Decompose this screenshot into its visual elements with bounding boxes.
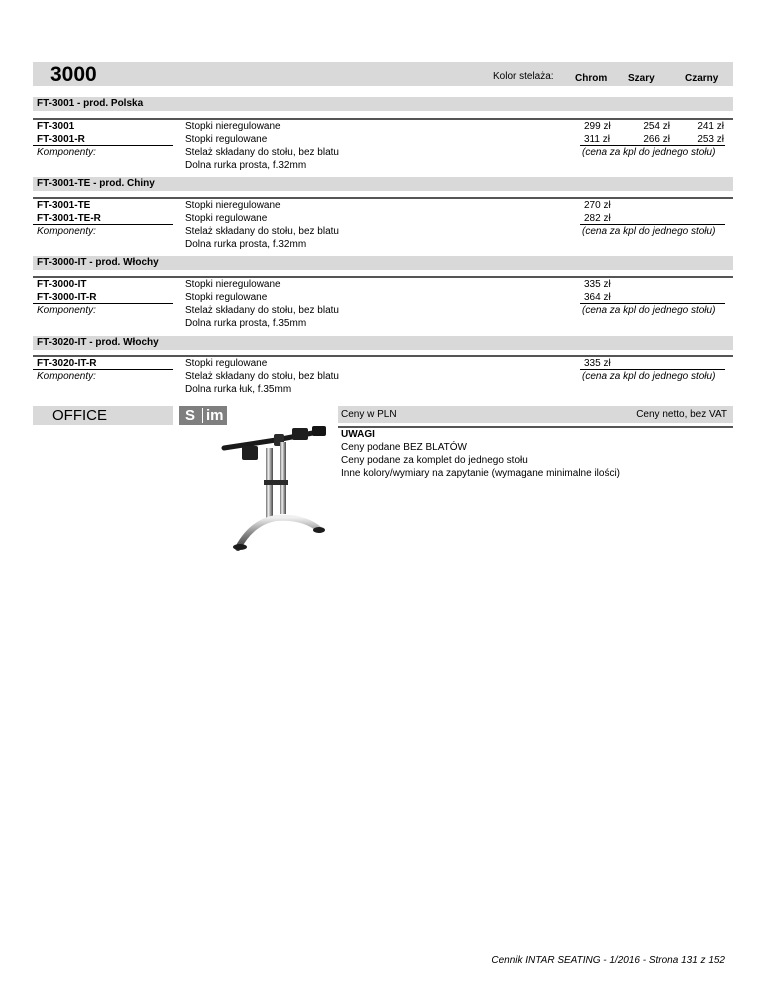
sim-logo-im: im	[206, 407, 224, 424]
product-description: Stopki regulowane	[185, 134, 268, 145]
price-chrom: 335 zł	[584, 279, 611, 290]
price-chrom: 282 zł	[584, 213, 611, 224]
price-note: (cena za kpl do jednego stołu)	[582, 305, 716, 316]
price-note: (cena za kpl do jednego stołu)	[582, 147, 716, 158]
section-title: FT-3001 - prod. Polska	[37, 98, 144, 109]
notes-rule	[338, 426, 733, 428]
net-price-note: Ceny netto, bez VAT	[636, 409, 727, 420]
price-czarny: 241 zł	[697, 121, 724, 132]
price-chrom: 311 zł	[584, 134, 610, 145]
product-code: FT-3000-IT	[37, 279, 87, 290]
product-description: Stopki regulowane	[185, 358, 268, 369]
frame-color-label: Kolor stelaża:	[493, 71, 554, 82]
section-rule	[33, 197, 733, 199]
notes-line: Ceny podane za komplet do jednego stołu	[341, 455, 528, 466]
notes-line: Inne kolory/wymiary na zapytanie (wymagane minimalne ilości)	[341, 468, 620, 479]
page-footer: Cennik INTAR SEATING - 1/2016 - Strona 131 z 152	[491, 955, 725, 966]
notes-line: Ceny podane BEZ BLATÓW	[341, 442, 467, 453]
sim-logo-s: S	[185, 407, 196, 424]
currency-note: Ceny w PLN	[341, 409, 397, 420]
product-description: Dolna rurka prosta, f.32mm	[185, 160, 307, 171]
components-label: Komponenty:	[37, 226, 96, 237]
notes-heading: UWAGI	[341, 429, 375, 440]
product-description: Stelaż składany do stołu, bez blatu	[185, 147, 339, 158]
page-title: 3000	[50, 63, 97, 86]
product-code: FT-3000-IT-R	[37, 292, 97, 303]
sim-logo	[179, 406, 227, 425]
color-header-chrom: Chrom	[575, 73, 608, 84]
office-label: OFFICE	[52, 407, 107, 424]
product-description: Dolna rurka łuk, f.35mm	[185, 384, 292, 395]
section-title: FT-3000-IT - prod. Włochy	[37, 257, 159, 268]
product-description: Stopki nieregulowane	[185, 200, 281, 211]
price-note: (cena za kpl do jednego stołu)	[582, 371, 716, 382]
components-label: Komponenty:	[37, 147, 96, 158]
price-chrom: 364 zł	[584, 292, 611, 303]
product-code: FT-3001	[37, 121, 75, 132]
product-description: Stelaż składany do stołu, bez blatu	[185, 371, 339, 382]
product-code: FT-3020-IT-R	[37, 358, 97, 369]
product-description: Stopki regulowane	[185, 213, 268, 224]
price-czarny: 253 zł	[697, 134, 724, 145]
section-rule	[33, 276, 733, 278]
price-szary: 254 zł	[643, 121, 670, 132]
price-chrom: 299 zł	[584, 121, 611, 132]
product-description: Dolna rurka prosta, f.32mm	[185, 239, 307, 250]
section-rule	[33, 355, 733, 357]
components-label: Komponenty:	[37, 371, 96, 382]
price-chrom: 270 zł	[584, 200, 611, 211]
product-description: Stopki nieregulowane	[185, 279, 281, 290]
table-frame-image	[218, 426, 330, 552]
product-description: Stelaż składany do stołu, bez blatu	[185, 305, 339, 316]
price-note: (cena za kpl do jednego stołu)	[582, 226, 716, 237]
color-header-szary: Szary	[628, 73, 655, 84]
product-description: Stopki regulowane	[185, 292, 268, 303]
price-chrom: 335 zł	[584, 358, 611, 369]
product-description: Stopki nieregulowane	[185, 121, 281, 132]
product-code: FT-3001-TE	[37, 200, 91, 211]
product-code: FT-3001-R	[37, 134, 85, 145]
sim-logo-divider	[202, 408, 203, 423]
color-header-czarny: Czarny	[685, 73, 719, 84]
product-description: Dolna rurka prosta, f.35mm	[185, 318, 307, 329]
price-szary: 266 zł	[643, 134, 670, 145]
section-title: FT-3001-TE - prod. Chiny	[37, 178, 155, 189]
product-description: Stelaż składany do stołu, bez blatu	[185, 226, 339, 237]
product-code: FT-3001-TE-R	[37, 213, 101, 224]
section-title: FT-3020-IT - prod. Włochy	[37, 337, 159, 348]
components-label: Komponenty:	[37, 305, 96, 316]
